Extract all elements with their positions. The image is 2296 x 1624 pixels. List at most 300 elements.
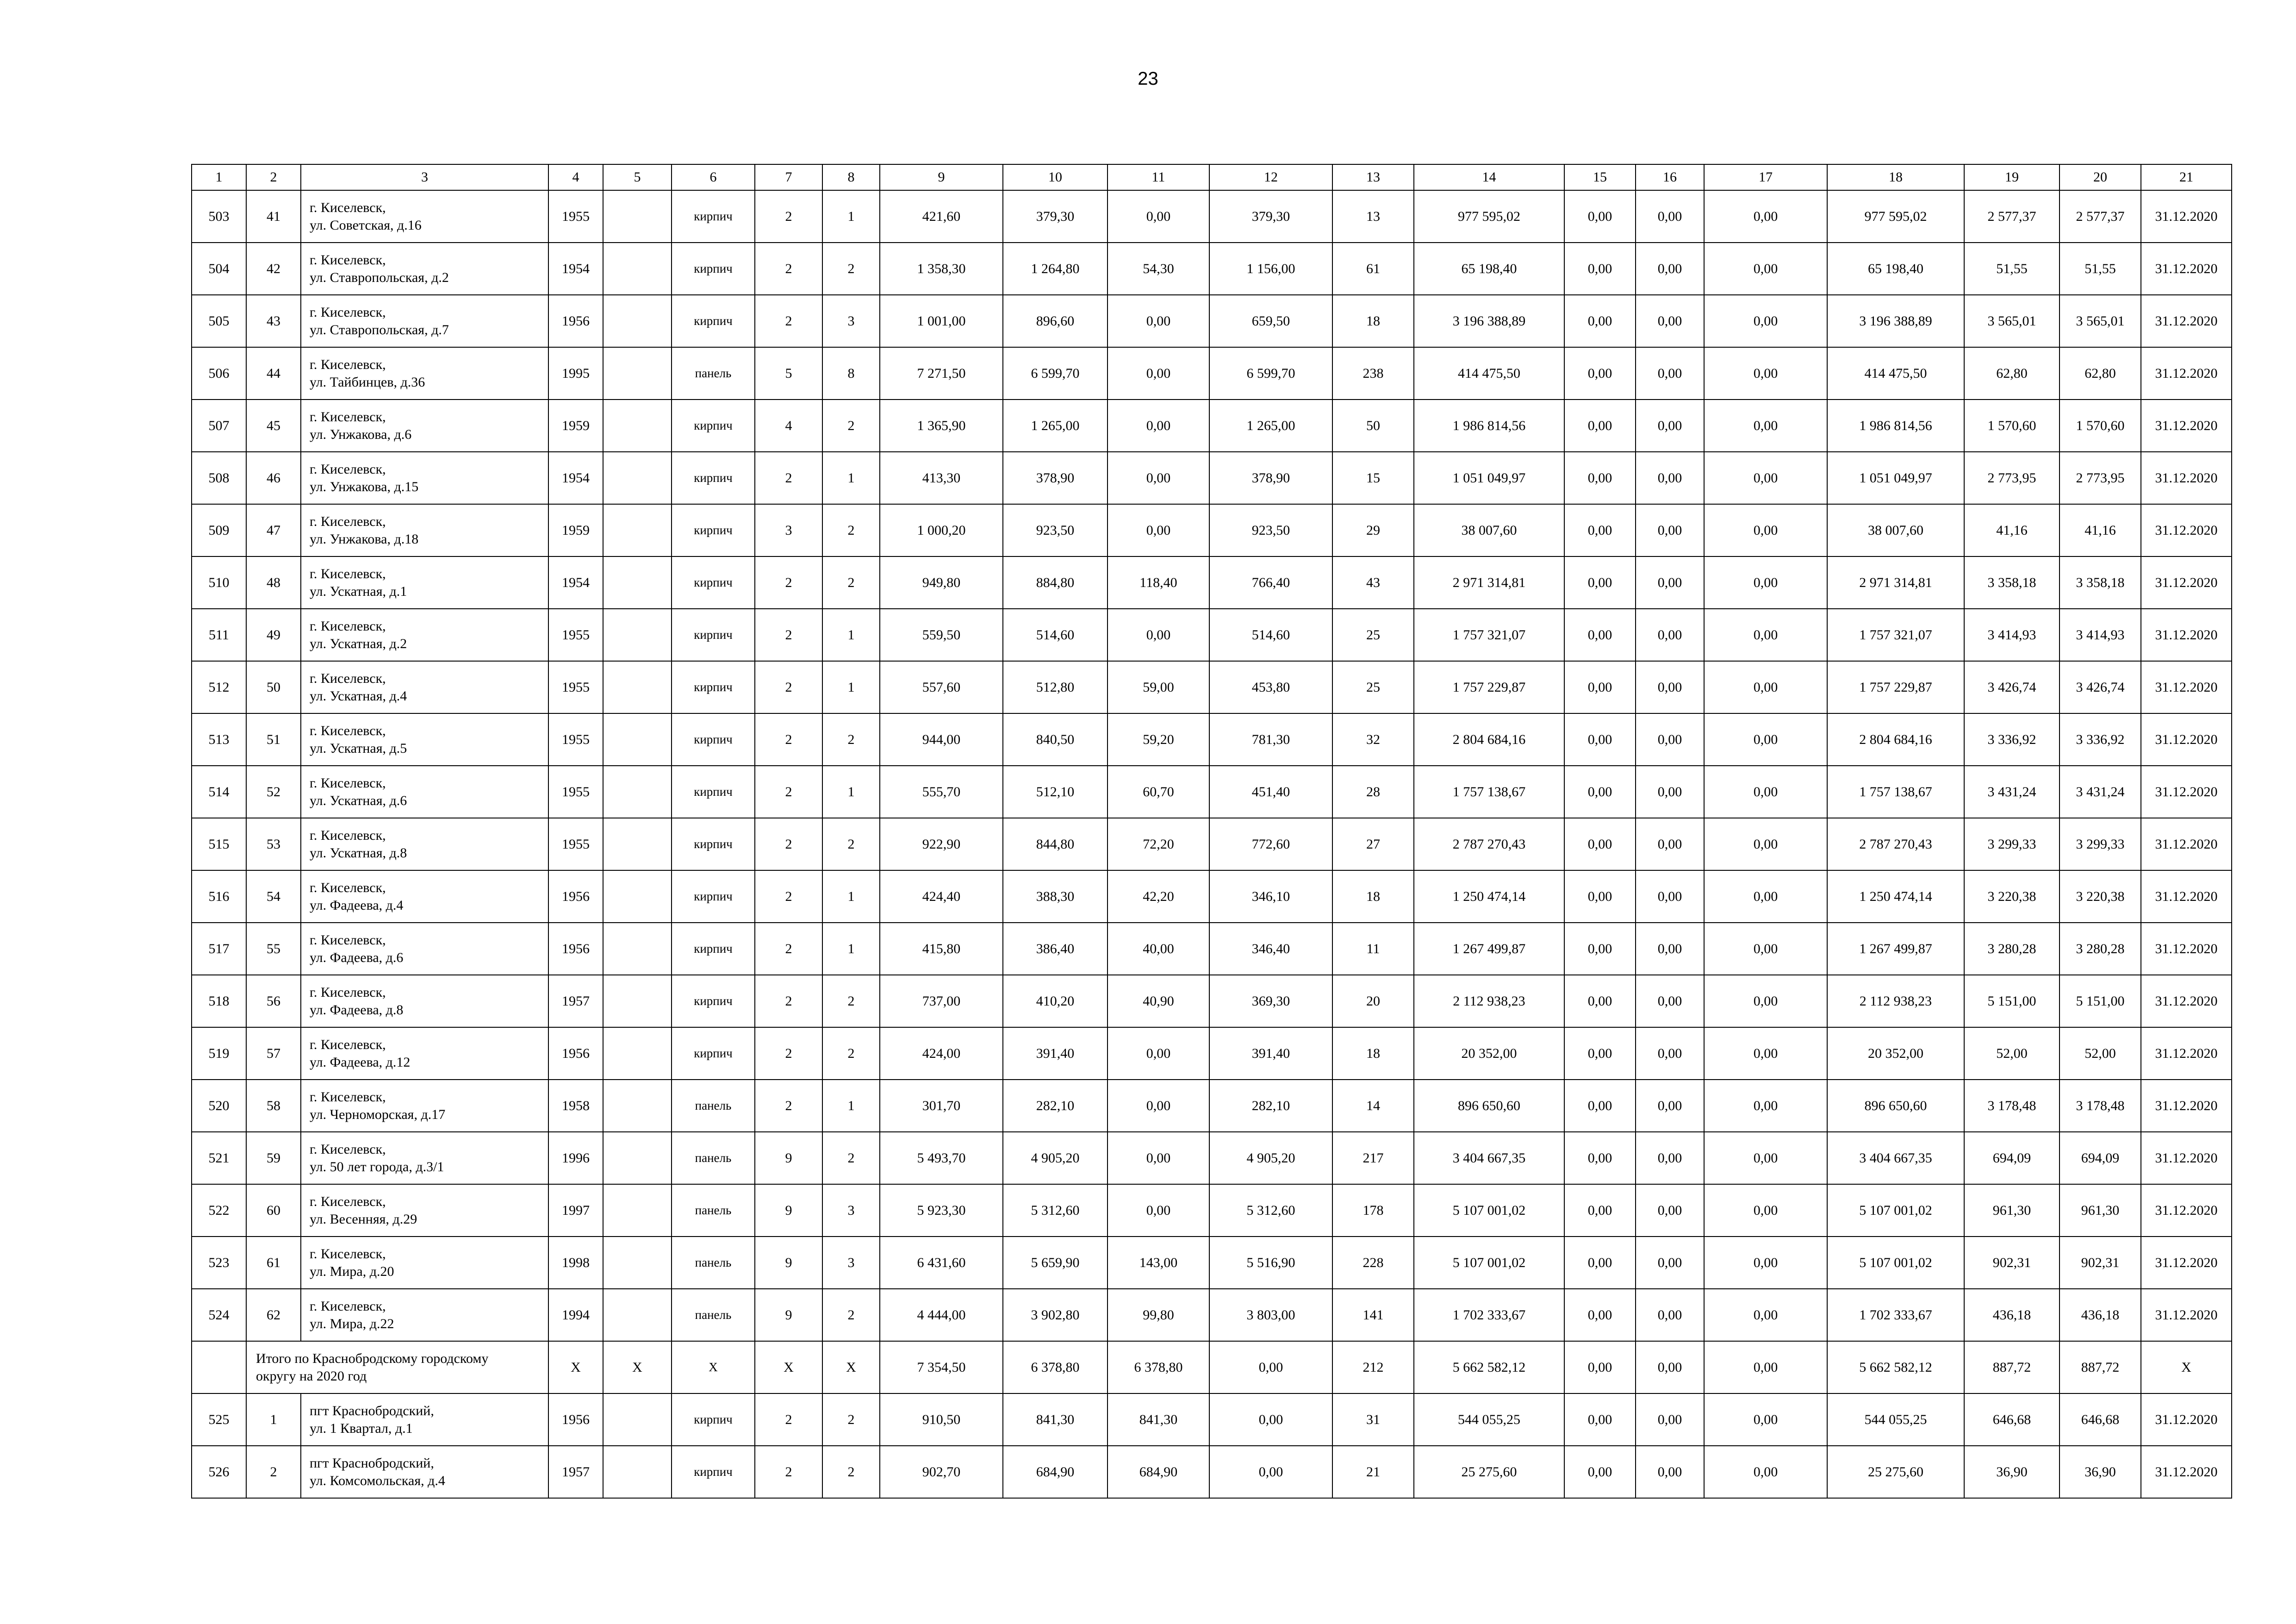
cell-line: ул. Фадеева, д.12 [310,1054,411,1070]
address-cell [301,295,548,347]
local-number-cell: 41 [246,190,301,243]
value-cell-col5 [603,1237,672,1289]
row-number-cell: 518 [192,975,246,1027]
value-cell-col8: 1 [822,452,880,504]
value-cell-col16: 0,00 [1636,347,1704,400]
table-row [192,295,2232,347]
table-row [192,400,2232,452]
cell-line: ул. Фадеева, д.6 [310,949,404,965]
address-cell [301,452,548,504]
address-cell [301,975,548,1027]
column-number-header: 14 [1414,164,1564,190]
value-cell-col4: X [548,1341,603,1393]
value-cell-col12: 3 803,00 [1209,1289,1332,1341]
value-cell-col16: 0,00 [1636,870,1704,923]
value-cell-col13: 11 [1332,923,1414,975]
value-cell-col8: 1 [822,923,880,975]
value-cell-col9: 1 365,90 [880,400,1003,452]
value-cell-col12: 5 516,90 [1209,1237,1332,1289]
table-row [192,975,2232,1027]
value-cell-col12: 781,30 [1209,713,1332,766]
column-number-header: 9 [880,164,1003,190]
cell-line: Итого по Краснобродскому городскому [256,1350,489,1366]
value-cell-col13: 141 [1332,1289,1414,1341]
value-cell-col21: 31.12.2020 [2141,1237,2232,1289]
value-cell-col19: 36,90 [1964,1446,2060,1498]
value-cell-col18: 1 267 499,87 [1827,923,1964,975]
cell-line: г. Киселевск, [310,827,386,843]
value-cell-col4: 1956 [548,870,603,923]
cell-line: г. Киселевск, [310,1246,386,1262]
cell-line: г. Киселевск, [310,200,386,215]
table-row [192,504,2232,556]
value-cell-col15: 0,00 [1564,1341,1636,1393]
row-number-cell: 508 [192,452,246,504]
value-cell-col20: 3 299,33 [2060,818,2141,870]
value-cell-col16: 0,00 [1636,1289,1704,1341]
value-cell-col6: кирпич [672,504,755,556]
value-cell-col14: 1 702 333,67 [1414,1289,1564,1341]
value-cell-col9: 557,60 [880,661,1003,713]
table-row [192,556,2232,609]
value-cell-col21: 31.12.2020 [2141,870,2232,923]
value-cell-col14: 2 804 684,16 [1414,713,1564,766]
value-cell-col10: 512,10 [1003,766,1108,818]
value-cell-col11: 0,00 [1108,295,1209,347]
local-number-cell: 61 [246,1237,301,1289]
value-cell-col7: 2 [755,1393,822,1446]
value-cell-col7: 9 [755,1184,822,1237]
value-cell-col5 [603,400,672,452]
value-cell-col10: 1 264,80 [1003,243,1108,295]
value-cell-col10: 844,80 [1003,818,1108,870]
local-number-cell: 43 [246,295,301,347]
value-cell-col15: 0,00 [1564,1080,1636,1132]
value-cell-col14: 977 595,02 [1414,190,1564,243]
value-cell-col10: 391,40 [1003,1027,1108,1080]
local-number-cell: 56 [246,975,301,1027]
value-cell-col12: 4 905,20 [1209,1132,1332,1184]
cell-line: ул. Унжакова, д.18 [310,531,419,547]
value-cell-col8: 2 [822,1446,880,1498]
value-cell-col10: 6 378,80 [1003,1341,1108,1393]
value-cell-col10: 282,10 [1003,1080,1108,1132]
table-row [192,1446,2232,1498]
value-cell-col5 [603,1027,672,1080]
row-number-cell: 519 [192,1027,246,1080]
value-cell-col8: 2 [822,1393,880,1446]
value-cell-col18: 544 055,25 [1827,1393,1964,1446]
value-cell-col13: 61 [1332,243,1414,295]
value-cell-col20: 41,16 [2060,504,2141,556]
value-cell-col5 [603,975,672,1027]
value-cell-col6: кирпич [672,661,755,713]
value-cell-col5 [603,661,672,713]
value-cell-col11: 40,00 [1108,923,1209,975]
row-number-cell: 516 [192,870,246,923]
value-cell-col8: 2 [822,1289,880,1341]
column-number-header: 6 [672,164,755,190]
value-cell-col7: 5 [755,347,822,400]
column-number-header: 7 [755,164,822,190]
value-cell-col19: 3 178,48 [1964,1080,2060,1132]
local-number-cell: 59 [246,1132,301,1184]
value-cell-col12: 369,30 [1209,975,1332,1027]
value-cell-col7: 2 [755,766,822,818]
value-cell-col9: 7 354,50 [880,1341,1003,1393]
value-cell-col8: 1 [822,1080,880,1132]
value-cell-col6: панель [672,347,755,400]
value-cell-col13: 217 [1332,1132,1414,1184]
value-cell-col14: 38 007,60 [1414,504,1564,556]
housing-register-table [191,164,2232,1499]
value-cell-col21: 31.12.2020 [2141,713,2232,766]
value-cell-col15: 0,00 [1564,295,1636,347]
address-cell [301,347,548,400]
column-number-header: 19 [1964,164,2060,190]
value-cell-col17: 0,00 [1704,1184,1827,1237]
value-cell-col7: X [755,1341,822,1393]
address-cell [301,504,548,556]
value-cell-col14: 1 267 499,87 [1414,923,1564,975]
value-cell-col20: 902,31 [2060,1237,2141,1289]
local-number-cell: 52 [246,766,301,818]
value-cell-col13: 29 [1332,504,1414,556]
value-cell-col10: 6 599,70 [1003,347,1108,400]
value-cell-col19: 5 151,00 [1964,975,2060,1027]
value-cell-col11: 841,30 [1108,1393,1209,1446]
address-cell [301,1289,548,1341]
value-cell-col11: 59,20 [1108,713,1209,766]
value-cell-col17: 0,00 [1704,1027,1827,1080]
value-cell-col11: 0,00 [1108,190,1209,243]
value-cell-col11: 0,00 [1108,609,1209,661]
value-cell-col16: 0,00 [1636,1027,1704,1080]
local-number-cell: 51 [246,713,301,766]
value-cell-col10: 379,30 [1003,190,1108,243]
value-cell-col12: 5 312,60 [1209,1184,1332,1237]
value-cell-col17: 0,00 [1704,347,1827,400]
column-number-header: 10 [1003,164,1108,190]
value-cell-col7: 4 [755,400,822,452]
value-cell-col11: 0,00 [1108,400,1209,452]
cell-line: ул. Мира, д.22 [310,1316,394,1331]
value-cell-col18: 1 702 333,67 [1827,1289,1964,1341]
value-cell-col19: 646,68 [1964,1393,2060,1446]
value-cell-col13: 31 [1332,1393,1414,1446]
value-cell-col20: 3 220,38 [2060,870,2141,923]
value-cell-col9: 415,80 [880,923,1003,975]
value-cell-col18: 5 107 001,02 [1827,1237,1964,1289]
column-number-header: 11 [1108,164,1209,190]
value-cell-col12: 514,60 [1209,609,1332,661]
value-cell-col16: 0,00 [1636,1446,1704,1498]
value-cell-col9: 5 923,30 [880,1184,1003,1237]
value-cell-col9: 922,90 [880,818,1003,870]
value-cell-col18: 977 595,02 [1827,190,1964,243]
value-cell-col15: 0,00 [1564,400,1636,452]
value-cell-col7: 2 [755,243,822,295]
value-cell-col8: 3 [822,295,880,347]
value-cell-col15: 0,00 [1564,975,1636,1027]
cell-line: ул. Ставропольская, д.7 [310,322,449,337]
table-row [192,713,2232,766]
value-cell-col13: 228 [1332,1237,1414,1289]
address-cell [301,609,548,661]
value-cell-col17: 0,00 [1704,243,1827,295]
address-cell [301,713,548,766]
value-cell-col10: 841,30 [1003,1393,1108,1446]
local-number-cell: 1 [246,1393,301,1446]
value-cell-col5 [603,347,672,400]
value-cell-col21: 31.12.2020 [2141,556,2232,609]
row-number-cell: 524 [192,1289,246,1341]
value-cell-col12: 379,30 [1209,190,1332,243]
value-cell-col21: 31.12.2020 [2141,1184,2232,1237]
value-cell-col21: 31.12.2020 [2141,818,2232,870]
value-cell-col13: 43 [1332,556,1414,609]
cell-line: ул. Ставропольская, д.2 [310,269,449,285]
value-cell-col20: 436,18 [2060,1289,2141,1341]
value-cell-col12: 391,40 [1209,1027,1332,1080]
value-cell-col20: 694,09 [2060,1132,2141,1184]
value-cell-col9: 902,70 [880,1446,1003,1498]
address-cell [301,1184,548,1237]
value-cell-col8: 1 [822,766,880,818]
value-cell-col16: 0,00 [1636,1341,1704,1393]
row-number-cell: 505 [192,295,246,347]
value-cell-col10: 5 659,90 [1003,1237,1108,1289]
address-cell [301,1446,548,1498]
table-row [192,609,2232,661]
value-cell-col10: 410,20 [1003,975,1108,1027]
value-cell-col19: 3 220,38 [1964,870,2060,923]
value-cell-col4: 1957 [548,975,603,1027]
row-number-cell: 513 [192,713,246,766]
value-cell-col11: 0,00 [1108,452,1209,504]
value-cell-col21: 31.12.2020 [2141,609,2232,661]
value-cell-col13: 28 [1332,766,1414,818]
address-cell [301,1237,548,1289]
table-body [192,164,2232,1498]
cell-line: ул. Весенняя, д.29 [310,1211,417,1227]
row-number-cell: 525 [192,1393,246,1446]
local-number-cell: 58 [246,1080,301,1132]
value-cell-col11: 0,00 [1108,1132,1209,1184]
value-cell-col21: 31.12.2020 [2141,661,2232,713]
value-cell-col18: 1 986 814,56 [1827,400,1964,452]
value-cell-col17: 0,00 [1704,609,1827,661]
row-number-cell: 512 [192,661,246,713]
cell-line: ул. Ускатная, д.2 [310,636,407,651]
value-cell-col14: 544 055,25 [1414,1393,1564,1446]
cell-line: г. Киселевск, [310,1089,386,1105]
cell-line: ул. Фадеева, д.8 [310,1002,404,1018]
value-cell-col15: 0,00 [1564,347,1636,400]
value-cell-col19: 2 577,37 [1964,190,2060,243]
local-number-cell: 55 [246,923,301,975]
value-cell-col9: 559,50 [880,609,1003,661]
value-cell-col8: X [822,1341,880,1393]
value-cell-col15: 0,00 [1564,1027,1636,1080]
value-cell-col8: 2 [822,1027,880,1080]
value-cell-col9: 949,80 [880,556,1003,609]
value-cell-col9: 1 000,20 [880,504,1003,556]
value-cell-col19: 3 414,93 [1964,609,2060,661]
value-cell-col10: 896,60 [1003,295,1108,347]
value-cell-col5 [603,1132,672,1184]
value-cell-col20: 961,30 [2060,1184,2141,1237]
local-number-cell: 44 [246,347,301,400]
value-cell-col5 [603,295,672,347]
value-cell-col21: 31.12.2020 [2141,1446,2232,1498]
value-cell-col14: 65 198,40 [1414,243,1564,295]
value-cell-col20: 62,80 [2060,347,2141,400]
value-cell-col15: 0,00 [1564,556,1636,609]
table-row [192,1132,2232,1184]
value-cell-col9: 7 271,50 [880,347,1003,400]
value-cell-col13: 238 [1332,347,1414,400]
value-cell-col13: 20 [1332,975,1414,1027]
value-cell-col20: 3 178,48 [2060,1080,2141,1132]
value-cell-col20: 3 280,28 [2060,923,2141,975]
cell-line: г. Киселевск, [310,513,386,529]
value-cell-col10: 923,50 [1003,504,1108,556]
value-cell-col16: 0,00 [1636,243,1704,295]
value-cell-col17: 0,00 [1704,452,1827,504]
value-cell-col17: 0,00 [1704,1289,1827,1341]
cell-line: г. Киселевск, [310,932,386,948]
address-cell [301,243,548,295]
value-cell-col18: 1 757 138,67 [1827,766,1964,818]
value-cell-col14: 2 971 314,81 [1414,556,1564,609]
value-cell-col13: 178 [1332,1184,1414,1237]
value-cell-col9: 6 431,60 [880,1237,1003,1289]
value-cell-col4: 1995 [548,347,603,400]
value-cell-col10: 512,80 [1003,661,1108,713]
address-cell [301,923,548,975]
cell-line: ул. Ускатная, д.6 [310,793,407,808]
total-label [246,1341,548,1393]
table-row [192,1080,2232,1132]
value-cell-col20: 5 151,00 [2060,975,2141,1027]
value-cell-col7: 2 [755,190,822,243]
value-cell-col6: кирпич [672,818,755,870]
value-cell-col8: 3 [822,1184,880,1237]
row-number-cell: 509 [192,504,246,556]
value-cell-col12: 659,50 [1209,295,1332,347]
value-cell-col4: 1954 [548,452,603,504]
table-row [192,1027,2232,1080]
value-cell-col19: 3 565,01 [1964,295,2060,347]
value-cell-col19: 3 280,28 [1964,923,2060,975]
empty-cell [192,1341,246,1393]
value-cell-col11: 143,00 [1108,1237,1209,1289]
cell-line: г. Киселевск, [310,1298,386,1314]
value-cell-col21: 31.12.2020 [2141,400,2232,452]
value-cell-col12: 6 599,70 [1209,347,1332,400]
value-cell-col16: 0,00 [1636,295,1704,347]
value-cell-col16: 0,00 [1636,975,1704,1027]
value-cell-col14: 1 757 321,07 [1414,609,1564,661]
value-cell-col14: 896 650,60 [1414,1080,1564,1132]
value-cell-col14: 25 275,60 [1414,1446,1564,1498]
value-cell-col4: 1955 [548,190,603,243]
address-cell [301,818,548,870]
address-cell [301,661,548,713]
value-cell-col8: 1 [822,190,880,243]
value-cell-col15: 0,00 [1564,713,1636,766]
value-cell-col5 [603,452,672,504]
row-number-cell: 515 [192,818,246,870]
value-cell-col15: 0,00 [1564,870,1636,923]
value-cell-col18: 2 971 314,81 [1827,556,1964,609]
value-cell-col6: X [672,1341,755,1393]
value-cell-col7: 2 [755,975,822,1027]
value-cell-col8: 8 [822,347,880,400]
value-cell-col6: кирпич [672,609,755,661]
local-number-cell: 50 [246,661,301,713]
value-cell-col6: кирпич [672,766,755,818]
cell-line: ул. Мира, д.20 [310,1263,394,1279]
value-cell-col16: 0,00 [1636,400,1704,452]
cell-line: г. Киселевск, [310,880,386,895]
column-number-header: 12 [1209,164,1332,190]
value-cell-col15: 0,00 [1564,1446,1636,1498]
column-number-header: 8 [822,164,880,190]
value-cell-col4: 1955 [548,818,603,870]
value-cell-col8: 1 [822,609,880,661]
value-cell-col8: 2 [822,975,880,1027]
value-cell-col10: 684,90 [1003,1446,1108,1498]
value-cell-col11: 684,90 [1108,1446,1209,1498]
value-cell-col8: 1 [822,870,880,923]
value-cell-col12: 453,80 [1209,661,1332,713]
local-number-cell: 45 [246,400,301,452]
value-cell-col9: 4 444,00 [880,1289,1003,1341]
row-number-cell: 514 [192,766,246,818]
value-cell-col5 [603,923,672,975]
cell-line: г. Киселевск, [310,775,386,791]
cell-line: г. Киселевск, [310,723,386,738]
value-cell-col16: 0,00 [1636,1237,1704,1289]
value-cell-col7: 2 [755,452,822,504]
value-cell-col18: 20 352,00 [1827,1027,1964,1080]
value-cell-col6: кирпич [672,923,755,975]
value-cell-col16: 0,00 [1636,713,1704,766]
value-cell-col13: 25 [1332,661,1414,713]
value-cell-col7: 2 [755,1027,822,1080]
column-number-header: 13 [1332,164,1414,190]
value-cell-col5 [603,1446,672,1498]
value-cell-col19: 52,00 [1964,1027,2060,1080]
value-cell-col18: 38 007,60 [1827,504,1964,556]
address-cell [301,400,548,452]
value-cell-col6: кирпич [672,243,755,295]
cell-line: г. Киселевск, [310,461,386,477]
address-cell [301,766,548,818]
cell-line: округу на 2020 год [256,1368,367,1384]
value-cell-col7: 2 [755,556,822,609]
column-number-header: 21 [2141,164,2232,190]
value-cell-col6: кирпич [672,975,755,1027]
value-cell-col18: 25 275,60 [1827,1446,1964,1498]
value-cell-col9: 424,40 [880,870,1003,923]
value-cell-col7: 2 [755,818,822,870]
value-cell-col9: 5 493,70 [880,1132,1003,1184]
value-cell-col9: 910,50 [880,1393,1003,1446]
value-cell-col14: 1 757 229,87 [1414,661,1564,713]
